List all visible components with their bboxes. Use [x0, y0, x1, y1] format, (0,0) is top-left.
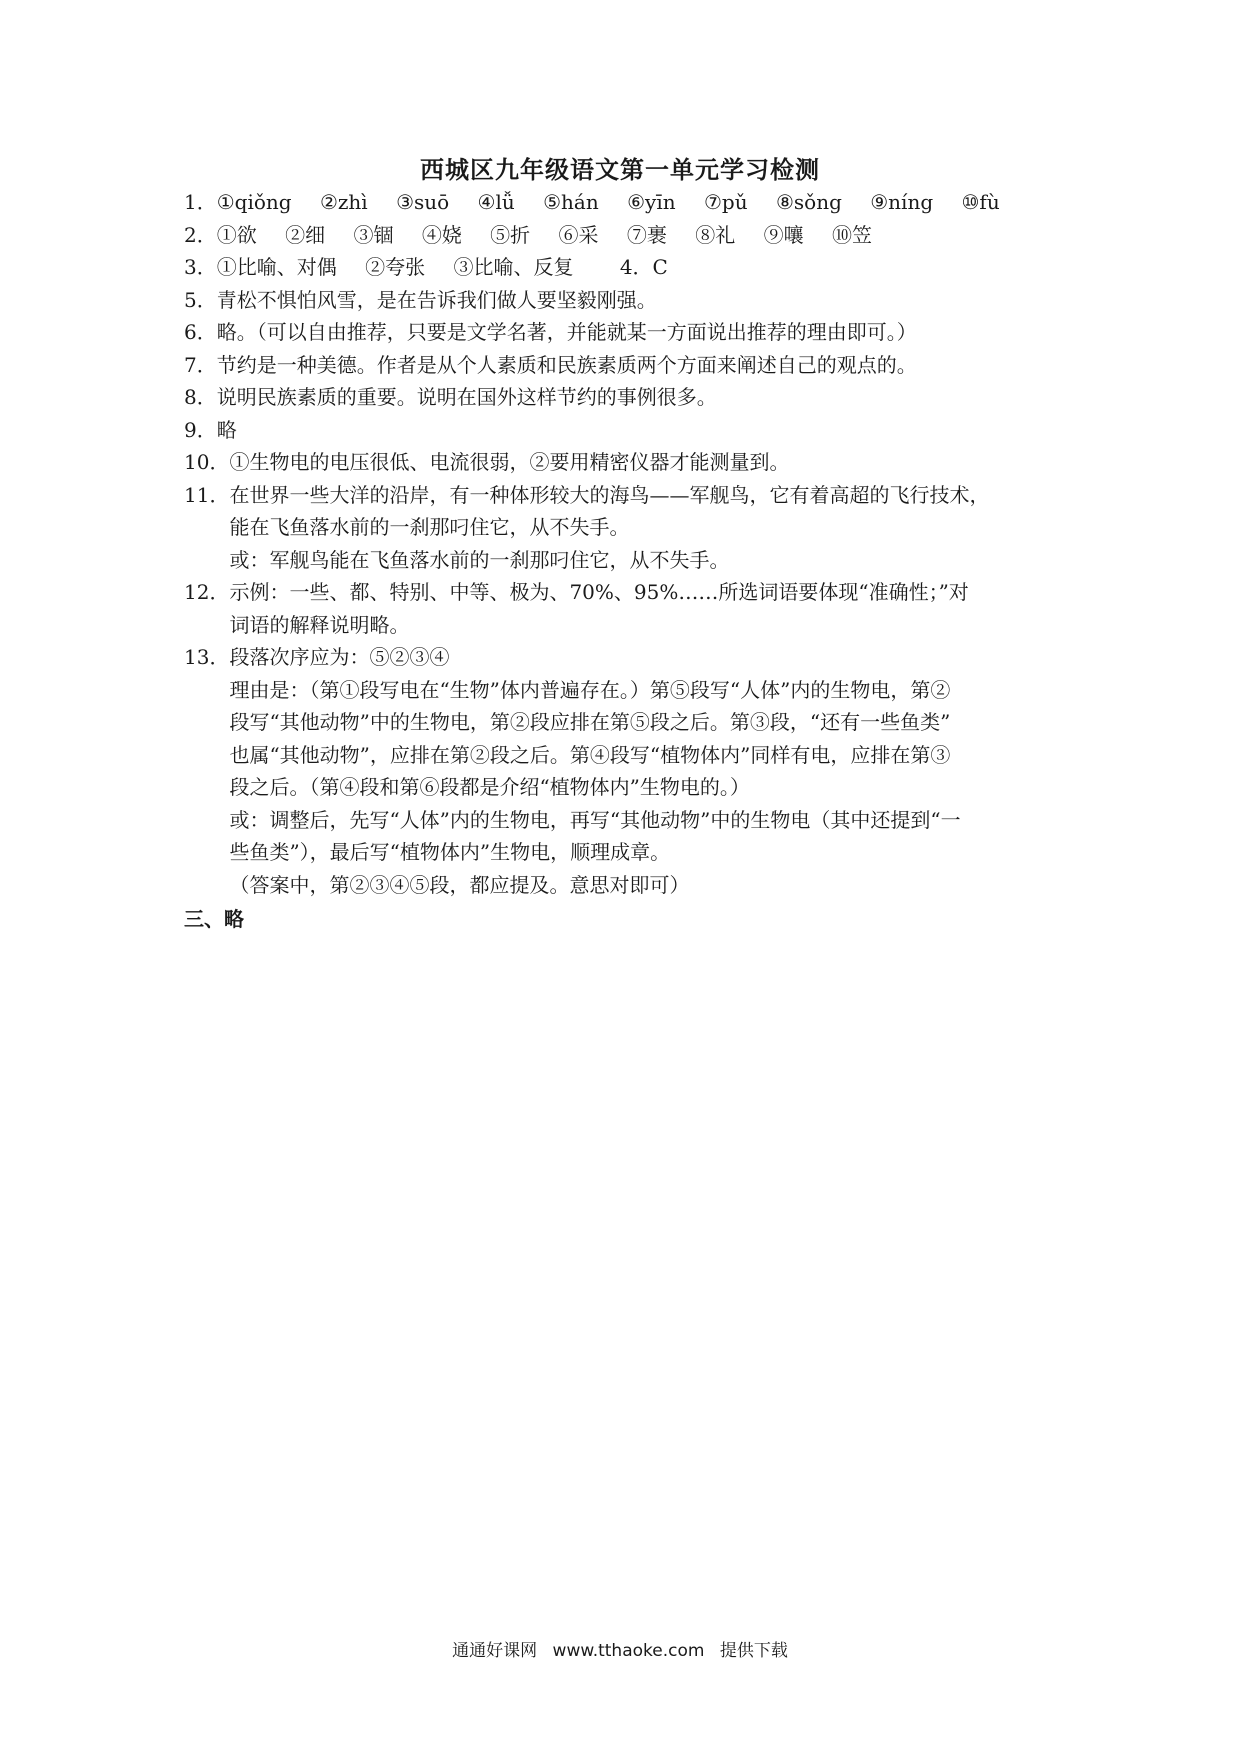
list-item: ⑤hán: [543, 190, 599, 214]
answer-1: [184, 186, 1084, 219]
list-item: ④娆: [421, 222, 462, 247]
answer-line: 理由是：（第①段写电在“生物”体内普遍存在。）第⑤段写“人体”内的生物电，第②: [229, 677, 951, 702]
answer-line: 或：调整后，先写“人体”内的生物电，再写“其他动物”中的生物电（其中还提到“一: [229, 807, 961, 832]
answer-11: [184, 479, 1084, 577]
list-item: ③比喻、反复: [453, 255, 574, 279]
list-item: ③锢: [353, 222, 394, 247]
answer-2: [184, 219, 1084, 252]
answer-line: 在世界一些大洋的沿岸，有一种体形较大的海鸟——军舰鸟，它有着高超的飞行技术，: [229, 482, 990, 507]
list-item: ⑨níng: [870, 190, 934, 214]
answer-number: 6．: [184, 320, 217, 344]
answer-text: 略。（可以自由推荐，只要是文学名著，并能就某一方面说出推荐的理由即可。）: [216, 320, 917, 344]
answer-body: [229, 479, 1084, 577]
answer-7: [184, 349, 1084, 382]
answer-line: 段落次序应为：⑤②③④: [229, 645, 450, 669]
answer-line: 也属“其他动物”，应排在第②段之后。第④段写“植物体内”同样有电，应排在第③: [229, 742, 951, 767]
list-item: ⑩笠: [831, 222, 872, 247]
list-item: ①比喻、对偶: [216, 255, 337, 279]
pinyin-list: [217, 186, 1000, 219]
answer-line: 或：军舰鸟能在飞鱼落水前的一刹那叼住它，从不失手。: [229, 547, 730, 572]
list-item: ②细: [285, 222, 326, 247]
list-item: ⑤折: [490, 222, 531, 247]
answer-number: 5．: [184, 287, 217, 312]
answer-number: 9．: [184, 417, 217, 442]
answer-12: [184, 576, 1084, 641]
list-item: ④lǚ: [477, 190, 515, 214]
footer-site-name: 通通好课网: [452, 1641, 538, 1661]
answer-number: 10．: [184, 450, 230, 474]
answer-5: [184, 284, 1084, 317]
answer-text: ①生物电的电压很低、电流很弱，②要用精密仪器才能测量到。: [229, 450, 790, 474]
answer-text: 青松不惧怕风雪，是在告诉我们做人要坚毅刚强。: [216, 287, 657, 312]
answer-line: 能在飞鱼落水前的一刹那叼住它，从不失手。: [229, 515, 630, 539]
list-item: ⑥采: [558, 222, 599, 247]
answer-text: 节约是一种美德。作者是从个人素质和民族素质两个方面来阐述自己的观点的。: [216, 352, 917, 377]
answer-number: 1．: [184, 190, 217, 214]
page-footer: [0, 1636, 1240, 1661]
answer-number: 8．: [184, 385, 217, 409]
answer-body: [229, 641, 1084, 901]
answer-9: [184, 414, 1084, 447]
answer-number: 13．: [184, 645, 230, 669]
list-item: ②zhì: [319, 190, 368, 214]
answer-number: 7．: [184, 352, 217, 377]
answer-13: [184, 641, 1084, 901]
list-item: ⑧礼: [695, 222, 736, 247]
list-item: ②夸张: [365, 255, 426, 279]
answer-line: 示例：一些、都、特别、中等、极为、70%、95%……所选词语要体现“准确性；”对: [229, 580, 969, 604]
answer-line: （答案中，第②③④⑤段，都应提及。意思对即可）: [229, 872, 690, 897]
list-item: ⑦裹: [626, 222, 667, 247]
answer-text: 说明民族素质的重要。说明在国外这样节约的事例很多。: [216, 385, 717, 409]
answer-number: 3．: [184, 255, 217, 279]
list-item: ⑧sǒng: [775, 190, 842, 214]
footer-note: 提供下载: [719, 1641, 788, 1661]
section-heading: 三、略: [184, 907, 244, 931]
page-title: 西城区九年级语文第一单元学习检测: [420, 155, 820, 184]
footer-url[interactable]: www.tthaoke.com: [552, 1641, 705, 1661]
answer-6: [184, 316, 1084, 349]
answer-line: 词语的解释说明略。: [229, 612, 410, 637]
list-item: ⑨嚷: [763, 222, 804, 247]
answer-number: 2．: [184, 222, 217, 247]
answer-body: [229, 576, 1084, 641]
answer-number: 11．: [184, 482, 230, 507]
answer-list: [184, 186, 1084, 936]
answer-10: [184, 446, 1084, 479]
answer-line: 些鱼类”），最后写“植物体内”生物电，顺理成章。: [229, 840, 671, 864]
rhetoric-list: [217, 251, 668, 284]
list-item: ⑩fù: [961, 190, 1000, 214]
character-list: [217, 219, 872, 252]
answer-number: 12．: [184, 580, 230, 604]
answer-line: 段写“其他动物”中的生物电，第②段应排在第⑤段之后。第③段，“还有一些鱼类”: [229, 710, 951, 734]
answer-text: 略: [216, 417, 237, 442]
answer-3: [184, 251, 1084, 284]
list-item: ①欲: [216, 222, 257, 247]
answer-line: 段之后。（第④段和第⑥段都是介绍“植物体内”生物电的。）: [229, 775, 750, 799]
list-item: ⑦pǔ: [703, 190, 748, 214]
answer-4: 4．C: [619, 255, 668, 279]
answer-8: [184, 381, 1084, 414]
list-item: ③suō: [396, 190, 450, 214]
list-item: ⑥yīn: [627, 190, 676, 214]
list-item: ①qiǒng: [216, 190, 292, 214]
